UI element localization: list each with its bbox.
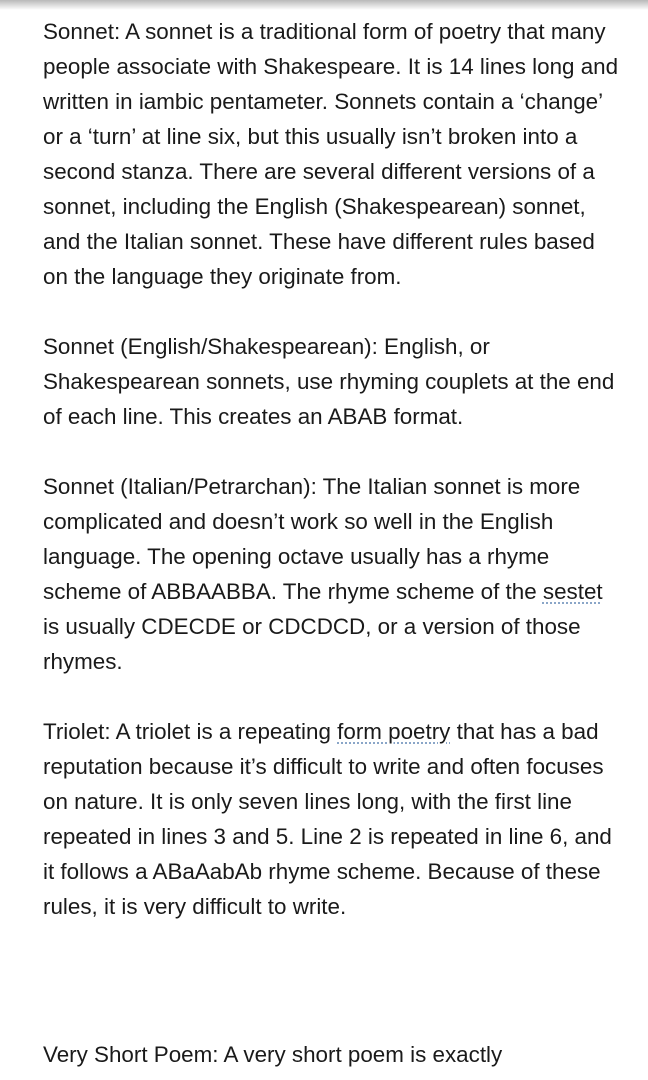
paragraph-triolet [43, 714, 623, 924]
triolet-text-after: that has a bad reputation because it’s difficult to write and often focuses on nature. It is only seven lines long, with the first line repeated in lines 3 and 5. Line 2 is repeated in line 6, and it follows a ABaAabAb rhyme scheme. Because of these rules, it is very difficult to write. [43, 719, 612, 919]
paragraph-very-short-poem: Very Short Poem: A very short poem is exactly [43, 1042, 503, 1067]
paragraph-italian-sonnet [43, 469, 623, 679]
italian-text-after: is usually CDECDE or CDCDCD, or a version of those rhymes. [43, 614, 581, 674]
paragraph-english-sonnet: Sonnet (English/Shakespearean): English, or Shakespearean sonnets, use rhyming couplets at the end of each line. This creates an ABAB format. [43, 334, 615, 429]
sestet-link[interactable]: sestet [542, 579, 603, 604]
form-poetry-link[interactable]: form poetry [337, 719, 451, 744]
italian-text-before: Sonnet (Italian/Petrarchan): The Italian sonnet is more complicated and doesn’t work so well in the English language. The opening octave usually has a rhyme scheme of ABBAABBA. The rhyme scheme of the [43, 474, 581, 604]
top-edge-shadow [0, 0, 648, 10]
triolet-text-before: Triolet: A triolet is a repeating [43, 719, 338, 744]
article-body [43, 14, 623, 924]
paragraph-sonnet: Sonnet: A sonnet is a traditional form of poetry that many people associate with Shakespeare. It is 14 lines long and written in iambic pentameter. Sonnets contain a ‘change’ or a ‘turn’ at line six, but this usually isn’t broken into a second stanza. There are several different versions of a sonnet, including the English (Shakespearean) sonnet, and the Italian sonnet. These have different rules based on the language they originate from. [43, 19, 619, 289]
